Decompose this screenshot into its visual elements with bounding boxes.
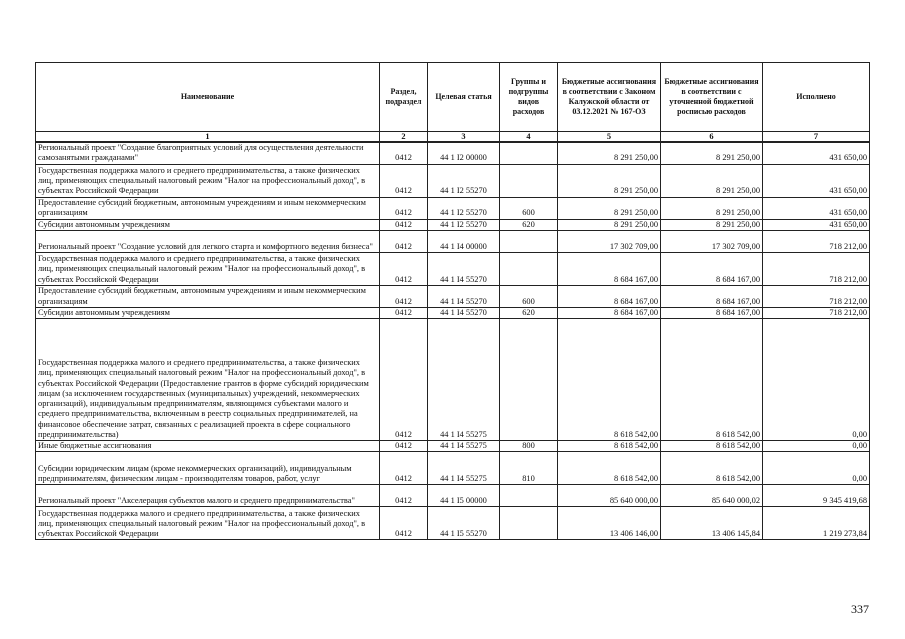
row-group	[500, 142, 558, 164]
row-section: 0412	[380, 307, 428, 318]
column-number: 4	[500, 132, 558, 143]
row-schedule-allocation: 8 684 167,00	[661, 285, 763, 307]
row-name: Государственная поддержка малого и среднего предпринимательства, а также физических лиц, применяющих специальный налоговый режим "Налог на профессиональный доход", в субъектах Российской Федерации	[36, 507, 380, 540]
header-schedule-allocation: Бюджетные ассигнования в соответствии с уточненной бюджетной росписью расходов	[661, 63, 763, 132]
column-number: 5	[558, 132, 661, 143]
column-number: 1	[36, 132, 380, 143]
row-law-allocation: 8 291 250,00	[558, 142, 661, 164]
budget-table-sheet	[35, 62, 869, 540]
budget-table	[35, 62, 870, 540]
row-schedule-allocation: 8 291 250,00	[661, 219, 763, 230]
row-name: Субсидии автономным учреждениям	[36, 307, 380, 318]
table-row	[36, 219, 870, 230]
row-article: 44 1 I4 55275	[428, 318, 500, 440]
row-section: 0412	[380, 230, 428, 252]
row-executed: 431 650,00	[763, 219, 870, 230]
row-group	[500, 507, 558, 540]
header-row	[36, 63, 870, 132]
row-law-allocation: 8 618 542,00	[558, 452, 661, 485]
table-row	[36, 142, 870, 164]
header-law-allocation: Бюджетные ассигнования в соответствии с Законом Калужской области от 03.12.2021 № 167-ОЗ	[558, 63, 661, 132]
row-executed: 0,00	[763, 318, 870, 440]
row-executed: 431 650,00	[763, 142, 870, 164]
row-law-allocation: 8 684 167,00	[558, 252, 661, 285]
row-schedule-allocation: 85 640 000,02	[661, 485, 763, 507]
header-executed: Исполнено	[763, 63, 870, 132]
row-article: 44 1 I2 55270	[428, 164, 500, 197]
column-number: 6	[661, 132, 763, 143]
row-group: 620	[500, 219, 558, 230]
row-article: 44 1 I4 55270	[428, 285, 500, 307]
row-schedule-allocation: 17 302 709,00	[661, 230, 763, 252]
row-section: 0412	[380, 485, 428, 507]
row-schedule-allocation: 8 684 167,00	[661, 307, 763, 318]
page-number: 337	[851, 602, 869, 616]
table-row	[36, 230, 870, 252]
row-section: 0412	[380, 507, 428, 540]
row-law-allocation: 8 618 542,00	[558, 318, 661, 440]
row-executed: 431 650,00	[763, 164, 870, 197]
row-law-allocation: 17 302 709,00	[558, 230, 661, 252]
row-section: 0412	[380, 219, 428, 230]
row-section: 0412	[380, 285, 428, 307]
row-name: Региональный проект "Создание благоприятных условий для осуществления деятельности самозанятыми гражданами"	[36, 142, 380, 164]
row-group: 600	[500, 285, 558, 307]
column-number: 2	[380, 132, 428, 143]
row-name: Государственная поддержка малого и среднего предпринимательства, а также физических лиц, применяющих специальный налоговый режим "Налог на профессиональный доход", в субъектах Российской Федерации	[36, 164, 380, 197]
row-law-allocation: 8 291 250,00	[558, 164, 661, 197]
table-row	[36, 318, 870, 440]
row-executed: 718 212,00	[763, 285, 870, 307]
row-article: 44 1 I5 55270	[428, 507, 500, 540]
row-group	[500, 164, 558, 197]
row-executed: 9 345 419,68	[763, 485, 870, 507]
table-row	[36, 307, 870, 318]
row-law-allocation: 8 618 542,00	[558, 440, 661, 451]
row-section: 0412	[380, 318, 428, 440]
table-row	[36, 452, 870, 485]
table-row	[36, 164, 870, 197]
row-name: Региональный проект "Создание условий для легкого старта и комфортного ведения бизнеса"	[36, 230, 380, 252]
row-executed: 718 212,00	[763, 230, 870, 252]
row-article: 44 1 I5 00000	[428, 485, 500, 507]
table-row	[36, 285, 870, 307]
row-article: 44 1 I2 00000	[428, 142, 500, 164]
row-name: Иные бюджетные ассигнования	[36, 440, 380, 451]
row-name: Субсидии автономным учреждениям	[36, 219, 380, 230]
row-name: Региональный проект "Акселерация субъектов малого и среднего предпринимательства"	[36, 485, 380, 507]
header-article: Целевая статья	[428, 63, 500, 132]
table-row	[36, 440, 870, 451]
row-law-allocation: 8 291 250,00	[558, 197, 661, 219]
row-schedule-allocation: 8 291 250,00	[661, 142, 763, 164]
header-section: Раздел, подраздел	[380, 63, 428, 132]
row-law-allocation: 13 406 146,00	[558, 507, 661, 540]
row-group	[500, 485, 558, 507]
row-executed: 0,00	[763, 452, 870, 485]
row-group	[500, 318, 558, 440]
row-law-allocation: 8 291 250,00	[558, 219, 661, 230]
row-section: 0412	[380, 142, 428, 164]
row-law-allocation: 8 684 167,00	[558, 285, 661, 307]
row-article: 44 1 I4 55270	[428, 307, 500, 318]
row-section: 0412	[380, 440, 428, 451]
row-article: 44 1 I4 55270	[428, 252, 500, 285]
row-executed: 718 212,00	[763, 307, 870, 318]
row-article: 44 1 I4 55275	[428, 440, 500, 451]
row-schedule-allocation: 8 684 167,00	[661, 252, 763, 285]
row-name: Государственная поддержка малого и среднего предпринимательства, а также физических лиц, применяющих специальный налоговый режим "Налог на профессиональный доход", в субъектах Российской Федерации	[36, 252, 380, 285]
row-executed: 1 219 273,84	[763, 507, 870, 540]
row-group: 620	[500, 307, 558, 318]
table-row	[36, 197, 870, 219]
row-executed: 0,00	[763, 440, 870, 451]
header-name: Наименование	[36, 63, 380, 132]
row-law-allocation: 85 640 000,00	[558, 485, 661, 507]
row-article: 44 1 I4 55275	[428, 452, 500, 485]
row-article: 44 1 I2 55270	[428, 219, 500, 230]
row-schedule-allocation: 8 291 250,00	[661, 197, 763, 219]
row-schedule-allocation: 8 618 542,00	[661, 318, 763, 440]
row-group: 810	[500, 452, 558, 485]
table-row	[36, 485, 870, 507]
row-schedule-allocation: 8 618 542,00	[661, 452, 763, 485]
row-group: 800	[500, 440, 558, 451]
table-row	[36, 507, 870, 540]
header-group: Группы и подгруппы видов расходов	[500, 63, 558, 132]
row-group	[500, 230, 558, 252]
row-name: Предоставление субсидий бюджетным, автономным учреждениям и иным некоммерческим организациям	[36, 285, 380, 307]
row-executed: 431 650,00	[763, 197, 870, 219]
row-schedule-allocation: 13 406 145,84	[661, 507, 763, 540]
row-executed: 718 212,00	[763, 252, 870, 285]
row-article: 44 1 I4 00000	[428, 230, 500, 252]
column-number: 3	[428, 132, 500, 143]
row-section: 0412	[380, 452, 428, 485]
row-schedule-allocation: 8 291 250,00	[661, 164, 763, 197]
row-section: 0412	[380, 252, 428, 285]
row-group	[500, 252, 558, 285]
row-article: 44 1 I2 55270	[428, 197, 500, 219]
row-law-allocation: 8 684 167,00	[558, 307, 661, 318]
row-section: 0412	[380, 197, 428, 219]
row-schedule-allocation: 8 618 542,00	[661, 440, 763, 451]
column-number: 7	[763, 132, 870, 143]
row-name: Субсидии юридическим лицам (кроме некоммерческих организаций), индивидуальным предпринимателям, физическим лицам - производителям товаров, работ, услуг	[36, 452, 380, 485]
row-section: 0412	[380, 164, 428, 197]
column-number-row	[36, 132, 870, 143]
table-row	[36, 252, 870, 285]
row-group: 600	[500, 197, 558, 219]
row-name: Государственная поддержка малого и среднего предпринимательства, а также физических лиц, применяющих специальный налоговый режим "Налог на профессиональный доход", в субъектах Российской Федерации (Предоставление грантов в форме субсидий юридическим лицам (за исключением государственных (муниципальных) учреждений, некоммерческих организаций), индивидуальным предпринимателям, являющимся субъектами малого и среднего предпринимательства, включенным в реестр социальных предпринимателей, на финансовое обеспечение затрат, связанных с реализацией проекта в сфере социального предпринимательства)	[36, 318, 380, 440]
row-name: Предоставление субсидий бюджетным, автономным учреждениям и иным некоммерческим организациям	[36, 197, 380, 219]
